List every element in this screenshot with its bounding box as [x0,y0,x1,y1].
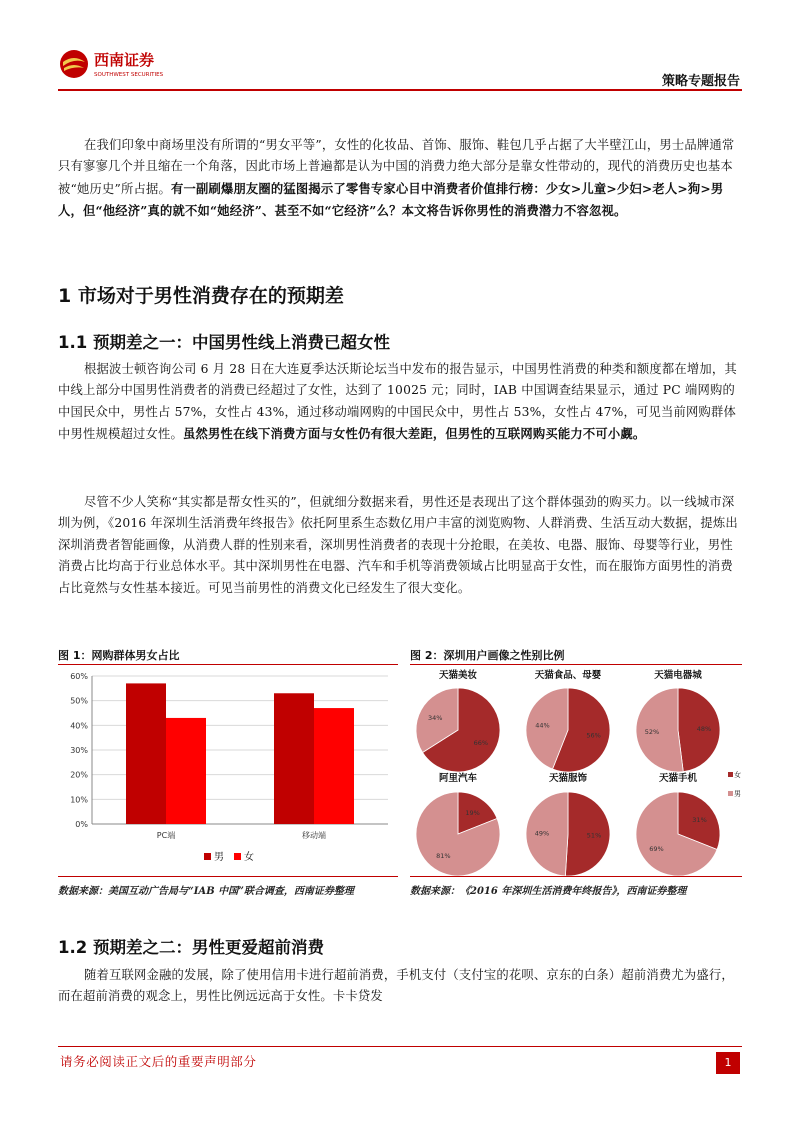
pie-legend [728,770,741,798]
x-tick-label: 移动端 [302,831,326,840]
pie-title: 阿里汽车 [438,773,478,784]
pie-title: 天猫食品、母婴 [534,670,602,681]
bar-chart-xaxis [157,830,326,840]
bar-男-移动端 [274,693,314,824]
pie-slice-label: 81% [436,852,451,861]
pie-slice-label: 66% [473,739,489,748]
report-type: 策略专题报告 [661,74,740,89]
bar-男-PC端 [126,683,166,824]
legend-swatch-female [728,772,733,777]
pie-title: 天猫手机 [658,773,698,784]
figure-2-top-rule [410,664,742,665]
pie-slice-label: 69% [649,845,664,854]
section-1-1-paragraph-1 [58,359,740,446]
pie-chart [526,669,610,772]
x-tick-label: PC端 [156,831,176,840]
bar-女-移动端 [314,708,354,824]
pie-slice-label: 48% [696,724,712,733]
section-1-1-paragraph-2: 尽管不少人笑称“其实都是帮女性买的”，但就细分数据来看，男性还是表现出了这个群体强劲的购买力。以一线城市深圳为例，《2016 年深圳生活消费年终报告》依托阿里系生态数亿用户丰富的浏览购物、人群消费、生活互动大数据，提炼出深圳消费者智能画像，从消费人群的性别来看，深圳男性消费者的表现十分抢眼，在美妆、电器、服饰、母婴等行业，男性消费占比均高于行业总体水平。其中深圳男性在电器、汽车和手机等消费领域占比明显高于女性，而在服饰方面男性的消费占比竟然与女性基本接近。可见当前男性的消费文化已经发生了很大变化。 [58,495,738,595]
company-logo [58,44,208,84]
figure-2-source: 数据来源：《2016 年深圳生活消费年终报告》，西南证券整理 [410,886,687,897]
header-divider [58,89,742,91]
logo-brand-cn: 西南证券 [94,51,155,69]
figure-2-pie-charts [410,666,742,876]
legend-label: 男 [214,852,224,863]
y-tick-label: 0% [75,820,88,829]
y-tick-label: 30% [70,746,88,755]
pie-slice-label: 52% [644,728,660,737]
figure-1-title: 图 1：网购群体男女占比 [58,649,180,662]
footer-divider [58,1046,742,1047]
intro-paragraph [58,135,740,223]
pie-chart [526,772,610,876]
legend-label-male: 男 [734,790,741,798]
pie-slice-label: 44% [535,721,550,730]
pie-slice-男 [636,688,683,772]
pie-chart [416,669,500,772]
y-tick-label: 50% [70,696,88,706]
p1-bold-text: 虽然男性在线下消费方面与女性仍有很大差距，但男性的互联网购买能力不可小觑。 [182,426,646,442]
y-tick-label: 20% [70,770,88,780]
legend-swatch [234,853,241,860]
figure-1-source: 数据来源：美国互动广告局与“IAB 中国”联合调查，西南证券整理 [58,886,354,897]
pie-slice-label: 51% [586,831,602,840]
pie-slice-label: 19% [465,808,480,817]
bar-女-PC端 [166,718,206,824]
intro-text: 在我们印象中商场里没有所谓的“男女平等”，女性的化妆品、首饰、服饰、鞋包几乎占据了大半壁江山，男士品牌通常只有寥寥几个并且缩在一个角落，因此市场上普遍都是认为中国的消费力绝大部分是靠女性带动的，现代的消费历史也基本被“她历史”所占据。 [58,138,735,196]
figure-2-bottom-rule [410,876,742,877]
section-1-2-heading: 1.2 预期差之二：男性更爱超前消费 [58,938,324,957]
bar-chart-bars [126,683,354,824]
legend-swatch [204,853,211,860]
logo-brand-en: SOUTHWEST SECURITIES [94,72,164,78]
section-1-1-heading: 1.1 预期差之一：中国男性线上消费已超女性 [58,333,390,352]
figure-1-top-rule [58,664,398,665]
pie-chart [636,669,720,772]
footer-disclaimer: 请务必阅读正文后的重要声明部分 [60,1054,257,1069]
y-tick-label: 40% [70,721,88,731]
figure-1-bottom-rule [58,876,398,877]
p1-text: 根据波士顿咨询公司 6 月 28 日在大连夏季达沃斯论坛当中发布的报告显示，中国男性消费的种类和额度都在增加，其中线上部分中国男性消费者的消费已经超过了女性，达到了 10025 元；同时，IAB 中国调查结果显示，通过 PC 端网购的中国民众中，男性占 57%，女性占 43%，通过移动端网购的中国民众中，男性占 53%，女性占 47%，可见当前网购群体中男性规模超过女性。 [58,362,737,442]
pie-slice-label: 31% [692,815,707,824]
pie-title: 天猫电器城 [654,670,702,681]
pie-title: 天猫美妆 [438,670,478,681]
intro-bold-text: 有一副刷爆朋友圈的猛图揭示了零售专家心目中消费者价值排行榜：少女>儿童>少妇>老人>狗>男人，但“他经济”真的就不如“她经济”、甚至不如“它经济”么？本文将告诉你男性的消费潜力不容忽视。 [58,180,724,219]
legend-label: 女 [244,852,254,863]
pie-slice-label: 49% [534,829,550,838]
pie-title: 天猫服饰 [548,773,588,784]
pie-slice-label: 56% [586,731,601,740]
section-1-2-paragraph-1: 随着互联网金融的发展，除了使用信用卡进行超前消费，手机支付（支付宝的花呗、京东的白条）超前消费尤为盛行，而在超前消费的观念上，男性比例远远高于女性。卡卡贷发 [58,968,734,1004]
section-1-heading: 1 市场对于男性消费存在的预期差 [58,285,344,307]
bar-chart-legend [204,850,254,863]
pie-slice-label: 34% [427,713,443,722]
legend-label-female: 女 [734,771,741,779]
page-number: 1 [716,1052,740,1074]
y-tick-label: 60% [70,672,88,681]
y-tick-label: 10% [70,795,88,805]
pie-chart [416,772,500,876]
pie-chart [636,772,720,876]
legend-swatch-male [728,791,733,796]
figure-2-title: 图 2：深圳用户画像之性别比例 [410,649,565,662]
figure-1-bar-chart [58,668,398,868]
